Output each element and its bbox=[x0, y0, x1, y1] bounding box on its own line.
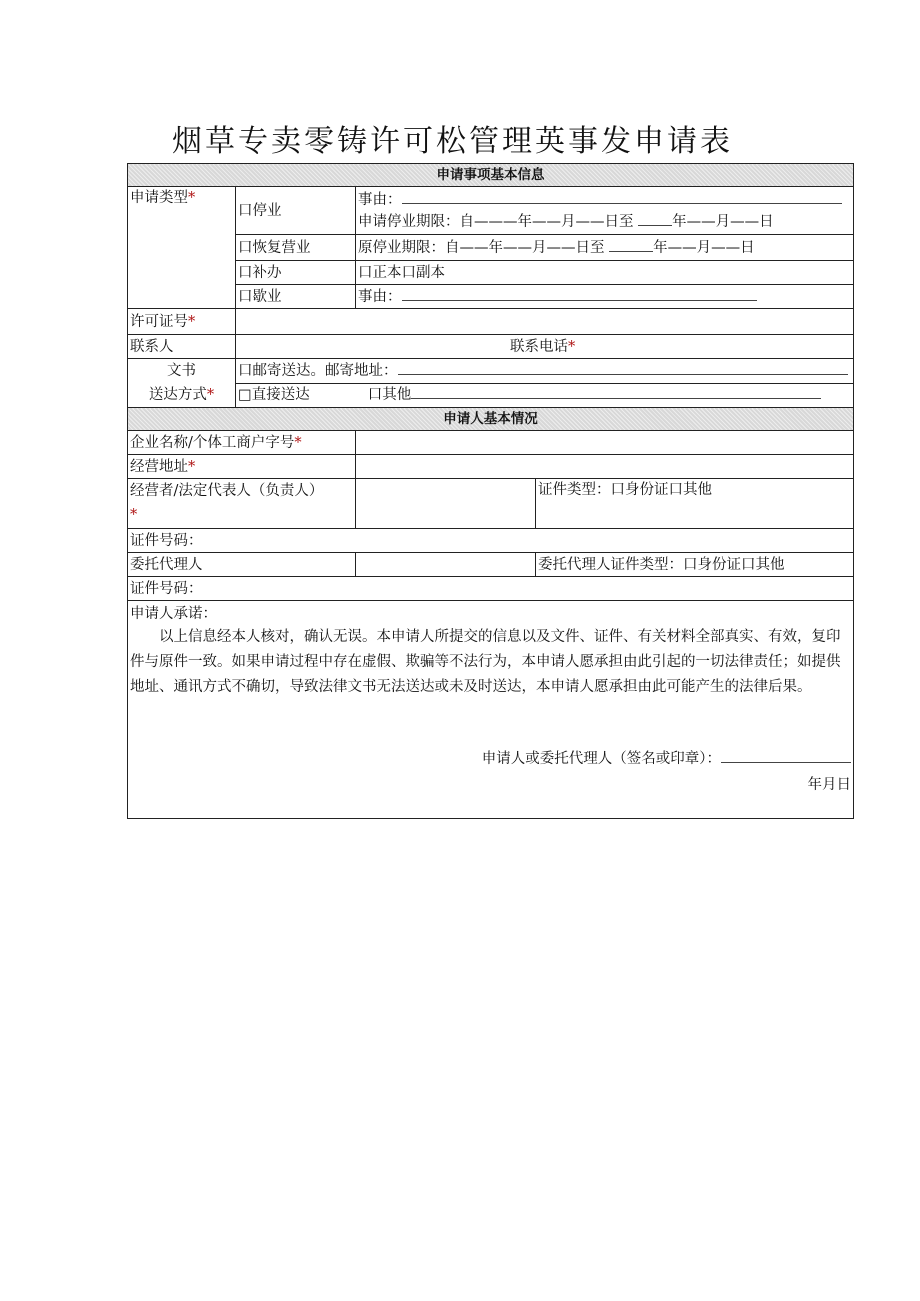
orig-period-blank[interactable] bbox=[609, 237, 653, 252]
mail-address-blank[interactable] bbox=[398, 360, 848, 375]
agent-cert-type[interactable]: 委托代理人证件类型：口身份证口其他 bbox=[536, 553, 854, 577]
agent-name-field[interactable] bbox=[356, 553, 536, 577]
section-header-application-info: 申请事项基本信息 bbox=[128, 164, 854, 187]
reason-label: 事由： bbox=[358, 191, 402, 208]
commitment-text: 以上信息经本人核对，确认无误。本申请人所提交的信息以及文件、证件、有关材料全部真实、有效，复印件与原件一致。如果申请过程中存在虚假、欺骗等不法行为，本申请人愿承担由此引起的一切法律责任；如提供地址、通讯方式不确切，导致法律文书无法送达或未及时送达，本申请人愿承担由此可能产生的法律后果。 bbox=[130, 629, 841, 695]
date-label: 年月日 bbox=[807, 777, 851, 793]
contact-phone-label: 联系电话* bbox=[510, 338, 576, 355]
close-business-details bbox=[356, 285, 854, 309]
agent-cert-number[interactable]: 证件号码： bbox=[128, 577, 854, 601]
resume-business-details: 原停业期限：自——年——月——日至 年——月——日 bbox=[356, 235, 854, 261]
copy-options[interactable]: 口正本口副本 bbox=[356, 261, 854, 285]
signature-blank[interactable] bbox=[721, 746, 851, 763]
option-mail-delivery[interactable]: 口邮寄送达。邮寄地址： bbox=[238, 362, 398, 379]
reason-blank[interactable] bbox=[402, 189, 842, 204]
option-reissue[interactable]: 口补办 bbox=[236, 261, 356, 285]
close-reason-blank[interactable] bbox=[402, 286, 757, 301]
other-delivery-blank[interactable] bbox=[411, 384, 821, 399]
mail-delivery-row bbox=[236, 359, 854, 384]
application-form-table bbox=[127, 163, 854, 819]
company-name-label: 企业名称/个体工商户字号* bbox=[128, 431, 356, 455]
stop-business-details: 事由： 申请停业期限：自———年——月——日至 年——月——日 bbox=[356, 187, 854, 235]
orig-period-label: 原停业期限：自——年——月——日至 bbox=[358, 239, 605, 256]
delivery-method-label: 文书 送达方式* bbox=[128, 359, 236, 408]
option-resume-business[interactable]: 口恢复营业 bbox=[236, 235, 356, 261]
section-header-applicant-info: 申请人基本情况 bbox=[128, 408, 854, 431]
option-stop-business[interactable]: 口停业 bbox=[236, 187, 356, 235]
option-close-business[interactable]: 口歇业 bbox=[236, 285, 356, 309]
stop-period-blank[interactable] bbox=[638, 211, 672, 226]
agent-label: 委托代理人 bbox=[128, 553, 356, 577]
contact-person-label: 联系人 bbox=[128, 335, 236, 359]
form-title: 烟草专卖零铸许可松管理英事发申请表 bbox=[172, 124, 733, 159]
commitment-title: 申请人承诺： bbox=[130, 606, 217, 622]
operator-label: 经营者/法定代表人（负责人） * bbox=[128, 479, 356, 529]
business-address-label: 经营地址* bbox=[128, 455, 356, 479]
signature-label: 申请人或委托代理人（签名或印章）： bbox=[481, 751, 721, 767]
close-reason-label: 事由： bbox=[358, 288, 402, 305]
operator-name-field[interactable] bbox=[356, 479, 536, 529]
operator-cert-type[interactable]: 证件类型：口身份证口其他 bbox=[536, 479, 854, 529]
stop-period-label: 申请停业期限：自———年——月——日至 bbox=[358, 213, 634, 230]
application-type-label: 申请类型* bbox=[128, 187, 236, 309]
business-address-field[interactable] bbox=[356, 455, 854, 479]
operator-cert-number[interactable]: 证件号码： bbox=[128, 529, 854, 553]
signature-line bbox=[130, 746, 851, 770]
direct-delivery-row bbox=[236, 383, 854, 408]
company-name-field[interactable] bbox=[356, 431, 854, 455]
contact-phone-cell[interactable] bbox=[236, 335, 854, 359]
license-number-field[interactable] bbox=[236, 309, 854, 335]
commitment-cell bbox=[128, 601, 854, 819]
option-direct-delivery[interactable]: □直接送达 bbox=[238, 387, 310, 404]
license-number-label: 许可证号* bbox=[128, 309, 236, 335]
option-other-delivery[interactable]: 口其他 bbox=[367, 387, 412, 404]
